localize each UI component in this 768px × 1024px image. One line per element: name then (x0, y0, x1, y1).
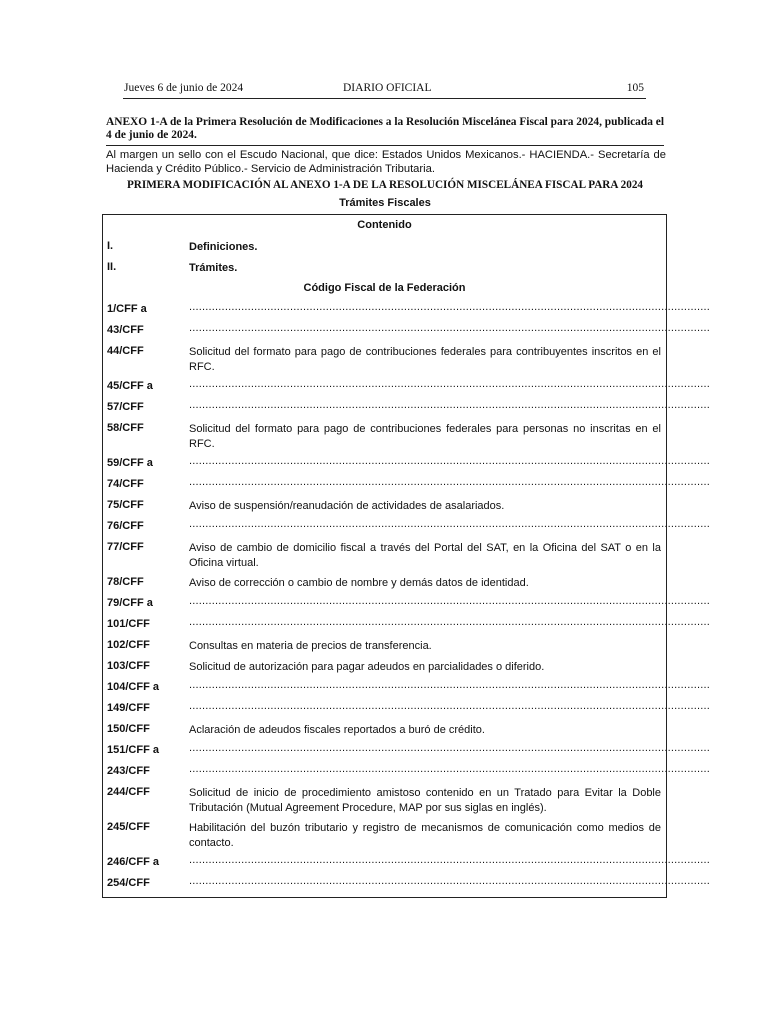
section-code: II. (107, 261, 117, 273)
procedure-code: 79/CFF a (107, 597, 153, 609)
dot-leader: ................................................................................................................................................................ (189, 854, 710, 866)
procedure-code: 44/CFF (107, 345, 144, 357)
section-title: Definiciones. (189, 241, 258, 253)
procedure-code: 104/CFF a (107, 681, 159, 693)
dot-leader: ................................................................................................................................................................ (189, 378, 710, 390)
procedure-code: 244/CFF (107, 786, 150, 798)
margin-note: Al margen un sello con el Escudo Nacional, que dice: Estados Unidos Mexicanos.- HACIENDA.- Secretaría de Hacienda y Crédito Público.- Servicio de Administración Tributaria. (106, 149, 666, 175)
procedure-code: 58/CFF (107, 422, 144, 434)
document-subtitle: Trámites Fiscales (339, 197, 431, 209)
procedure-description: Aclaración de adeudos fiscales reportados a buró de crédito. (189, 724, 485, 736)
procedure-description: Solicitud de autorización para pagar adeudos en parcialidades o diferido. (189, 661, 545, 673)
modification-title: PRIMERA MODIFICACIÓN AL ANEXO 1-A DE LA RESOLUCIÓN MISCELÁNEA FISCAL PARA 2024 (126, 179, 644, 191)
procedure-code: 243/CFF (107, 765, 150, 777)
procedure-description: Aviso de cambio de domicilio fiscal a través del Portal del SAT, en la Oficina del SAT o en la Oficina virtual. (189, 542, 661, 569)
procedure-code: 245/CFF (107, 821, 150, 833)
procedure-code: 57/CFF (107, 401, 144, 413)
contents-table (102, 214, 710, 898)
dot-leader: ................................................................................................................................................................ (189, 455, 710, 467)
procedure-code: 75/CFF (107, 499, 144, 511)
procedure-code: 246/CFF a (107, 856, 159, 868)
header-date: Jueves 6 de junio de 2024 (124, 82, 244, 94)
dot-leader: ................................................................................................................................................................ (189, 595, 710, 607)
header-publication-title: DIARIO OFICIAL (343, 82, 432, 94)
procedure-code: 150/CFF (107, 723, 150, 735)
procedure-description: Solicitud de inicio de procedimiento amistoso contenido en un Tratado para Evitar la Doble Tributación (Mutual Agreement Procedure, MAP por sus siglas en inglés). (189, 787, 661, 814)
procedure-code: 43/CFF (107, 324, 144, 336)
contents-heading: Contenido (357, 219, 412, 231)
procedure-description: Aviso de suspensión/reanudación de actividades de asalariados. (189, 500, 505, 512)
dot-leader: ................................................................................................................................................................ (189, 476, 710, 488)
dot-leader: ................................................................................................................................................................ (189, 518, 710, 530)
procedure-description: Consultas en materia de precios de transferencia. (189, 640, 432, 652)
procedure-description: Solicitud del formato para pago de contribuciones federales para personas no inscritas en el RFC. (189, 423, 661, 450)
procedure-description: Solicitud del formato para pago de contribuciones federales para contribuyentes inscritos en el RFC. (189, 346, 661, 373)
procedure-code: 1/CFF a (107, 303, 147, 315)
procedure-code: 77/CFF (107, 541, 144, 553)
dot-leader: ................................................................................................................................................................ (189, 742, 710, 754)
dot-leader: ................................................................................................................................................................ (189, 616, 710, 628)
annex-divider (106, 145, 664, 146)
dot-leader: ................................................................................................................................................................ (189, 875, 710, 887)
dot-leader: ................................................................................................................................................................ (189, 322, 710, 334)
procedure-code: 149/CFF (107, 702, 150, 714)
procedure-code: 59/CFF a (107, 457, 153, 469)
procedure-code: 74/CFF (107, 478, 144, 490)
dot-leader: ................................................................................................................................................................ (189, 399, 710, 411)
procedure-code: 76/CFF (107, 520, 144, 532)
dot-leader: ................................................................................................................................................................ (189, 301, 710, 313)
header-page-number: 105 (626, 82, 644, 94)
page-header (123, 82, 646, 99)
dot-leader: ................................................................................................................................................................ (189, 679, 710, 691)
section-title: Trámites. (189, 262, 238, 274)
section-code: I. (107, 240, 114, 252)
procedure-code: 103/CFF (107, 660, 150, 672)
dot-leader: ................................................................................................................................................................ (189, 700, 710, 712)
annex-title: ANEXO 1-A de la Primera Resolución de Modificaciones a la Resolución Miscelánea Fiscal para 2024, publicada el 4 de junio de 2024. (106, 116, 664, 141)
procedure-code: 151/CFF a (107, 744, 159, 756)
procedure-code: 45/CFF a (107, 380, 153, 392)
procedure-code: 78/CFF (107, 576, 144, 588)
dot-leader: ................................................................................................................................................................ (189, 763, 710, 775)
code-section-heading: Código Fiscal de la Federación (303, 282, 466, 294)
procedure-code: 101/CFF (107, 618, 150, 630)
procedure-code: 102/CFF (107, 639, 150, 651)
procedure-description: Habilitación del buzón tributario y registro de mecanismos de comunicación como medios de contacto. (189, 822, 661, 849)
procedure-code: 254/CFF (107, 877, 150, 889)
procedure-description: Aviso de corrección o cambio de nombre y demás datos de identidad. (189, 577, 529, 589)
